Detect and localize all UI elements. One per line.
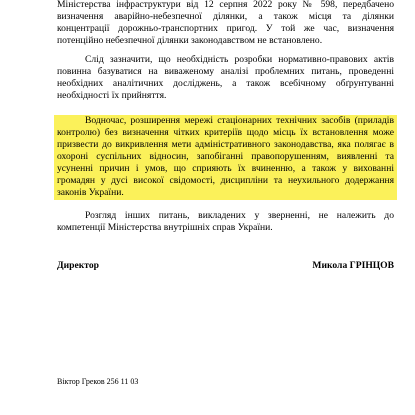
paragraph-line: Розгляд інших питань, викладених у зверненні, не належить до — [85, 210, 394, 221]
paragraph-line: визначення аварійно-небезпечної ділянки, а також місця та ділянки — [57, 11, 394, 22]
paragraph-line: потенційно небезпечної ділянки законодавством не встановлено. — [57, 35, 323, 46]
paragraph-line: громадян у дусі високої свідомості, дисципліни та неухильного додержання — [57, 175, 394, 186]
paragraph-line: концентрації дорожньо-транспортних пригод. У той же час, визначення — [57, 23, 394, 34]
paragraph-line: повинна базуватися на виваженому аналізі проблемних питань, проведенні — [57, 66, 394, 77]
executor-contact: Віктор Греков 256 11 03 — [57, 377, 139, 386]
signature-title: Директор — [57, 260, 99, 271]
paragraph-line: усуненні причин і умов, що сприяють їх вчиненню, а також у вихованні — [57, 163, 394, 174]
paragraph-line: Водночас, розширення мережі стаціонарних технічних засобів (приладів — [85, 115, 394, 126]
paragraph-line: Міністерства інфраструктури від 12 серпня 2022 року № 598, передбачено — [57, 0, 394, 10]
paragraph-line: необхідності їх прийняття. — [57, 90, 167, 101]
paragraph-line: компетенції Міністерства внутрішніх справ України. — [57, 222, 273, 233]
paragraph-line: Слід зазначити, що необхідність розробки нормативно-правових актів — [85, 54, 394, 65]
paragraph-line: призвести до викривлення мети адміністративного законодавства, яка полягає в — [57, 139, 394, 150]
signature-name: Микола ГРІНЦОВ — [312, 260, 394, 271]
paragraph-line: охороні суспільних відносин, запобіганні правопорушенням, виявленні та — [57, 151, 394, 162]
paragraph-line: необхідних аналітичних досліджень, а також всебічному обґрунтуванні — [57, 78, 394, 89]
paragraph-line: законів України. — [57, 187, 124, 198]
paragraph-line: контролю) без визначення чітких критеріїв щодо місць їх встановлення може — [57, 127, 394, 138]
